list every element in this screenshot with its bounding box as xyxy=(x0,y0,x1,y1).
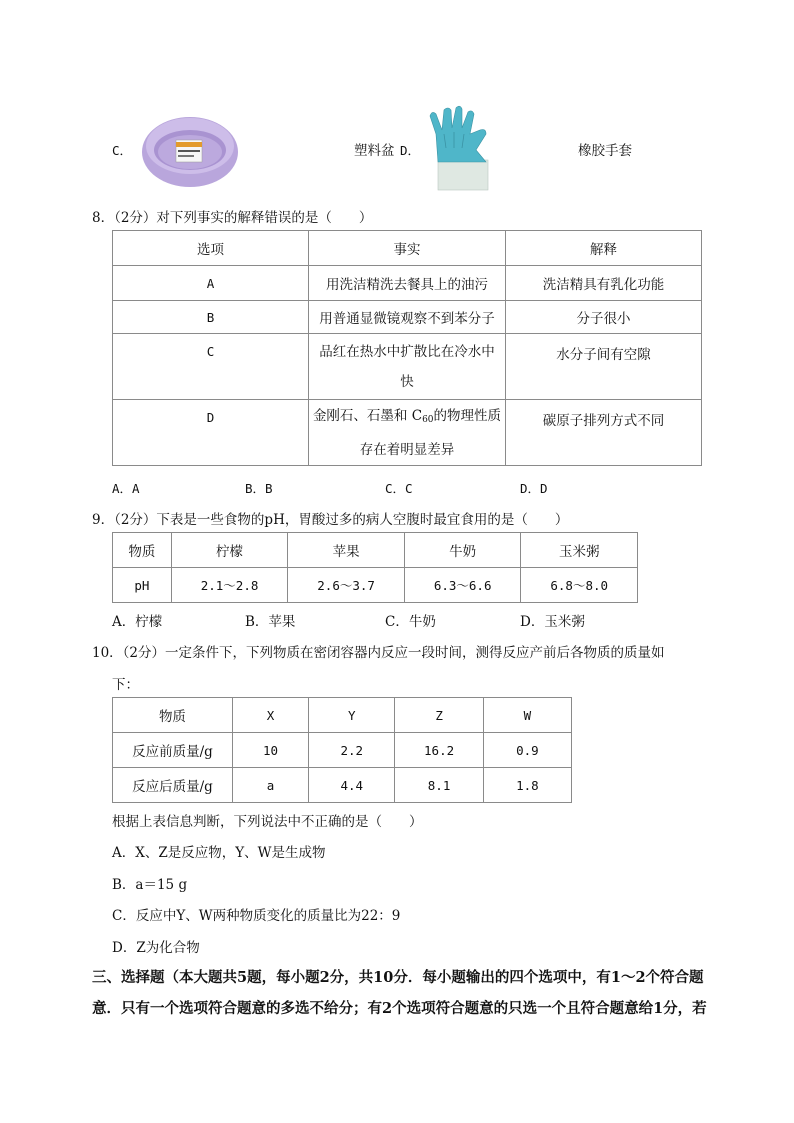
table-cell: 用洗洁精洗去餐具上的油污 xyxy=(308,266,505,301)
table-header: 解释 xyxy=(506,231,702,266)
table-cell: 1.8 xyxy=(483,768,571,803)
table-header-row xyxy=(113,533,638,568)
subscript: 60 xyxy=(422,414,434,425)
choice-a: A．A xyxy=(112,481,140,496)
table-cell xyxy=(308,400,505,466)
choice-d: D．Z为化合物 xyxy=(112,940,200,956)
option-d-label: D． xyxy=(400,143,421,158)
choice-c: C．C xyxy=(385,481,413,496)
table-cell: 8.1 xyxy=(395,768,483,803)
choice-c: C．反应中Y、W两种物质变化的质量比为22：9 xyxy=(112,908,401,924)
table-cell: 6.8～8.0 xyxy=(521,568,638,603)
fact-text: 金刚石、石墨和 C xyxy=(312,407,423,424)
choice-c: C．牛奶 xyxy=(385,614,436,630)
table-header: 牛奶 xyxy=(404,533,521,568)
table-row xyxy=(113,266,702,301)
q8-table xyxy=(112,230,702,466)
table-header-row xyxy=(113,698,572,733)
choice-d: D．D xyxy=(520,481,548,496)
table-cell: 2.1～2.8 xyxy=(171,568,288,603)
q10-table xyxy=(112,697,572,803)
table-cell: 洗洁精具有乳化功能 xyxy=(506,266,702,301)
choice-b: B．苹果 xyxy=(245,614,296,630)
table-cell: 6.3～6.6 xyxy=(404,568,521,603)
table-cell: 2.2 xyxy=(309,733,395,768)
fact-text: 的物理性质 xyxy=(433,407,502,424)
table-header: 物质 xyxy=(113,533,172,568)
table-header: 苹果 xyxy=(288,533,405,568)
choice-b: B．B xyxy=(245,481,273,496)
table-cell: 用普通显微镜观察不到苯分子 xyxy=(308,301,505,334)
option-d-name: 橡胶手套 xyxy=(578,143,632,159)
table-header: 柠檬 xyxy=(171,533,288,568)
choice-a: A．X、Z是反应物，Y、W是生成物 xyxy=(112,845,326,861)
table-header: 选项 xyxy=(113,231,309,266)
plastic-basin-image xyxy=(138,108,242,190)
table-header: Z xyxy=(395,698,483,733)
rubber-glove-image xyxy=(424,104,500,192)
table-cell: A xyxy=(113,266,309,301)
fact-line: 快 xyxy=(400,373,414,390)
table-row xyxy=(113,400,702,466)
table-row xyxy=(113,568,638,603)
table-cell: 反应前质量/g xyxy=(113,733,233,768)
table-header: 事实 xyxy=(308,231,505,266)
option-c-label: C． xyxy=(112,143,133,158)
choice-a: A．柠檬 xyxy=(112,614,163,630)
table-cell: 反应后质量/g xyxy=(113,768,233,803)
table-cell: 碳原子排列方式不同 xyxy=(506,400,702,466)
table-header: W xyxy=(483,698,571,733)
table-row xyxy=(113,334,702,400)
section-heading-line2: 意．只有一个选项符合题意的多选不给分；有2个选项符合题意的只选一个且符合题意给1分，若 xyxy=(92,1000,707,1017)
table-cell: 水分子间有空隙 xyxy=(506,334,702,400)
table-header-row xyxy=(113,231,702,266)
table-cell: 10 xyxy=(232,733,308,768)
table-cell: 16.2 xyxy=(395,733,483,768)
table-cell: 2.6～3.7 xyxy=(288,568,405,603)
option-c-name: 塑料盆 xyxy=(354,143,395,159)
q9-stem: 9．（2分）下表是一些食物的pH，胃酸过多的病人空腹时最宜食用的是（ ） xyxy=(92,512,569,528)
choice-b: B．a＝15 g xyxy=(112,877,188,893)
table-cell: C xyxy=(113,334,309,400)
table-row xyxy=(113,733,572,768)
table-cell: 0.9 xyxy=(483,733,571,768)
table-header: 物质 xyxy=(113,698,233,733)
q8-stem: 8．（2分）对下列事实的解释错误的是（ ） xyxy=(92,210,373,226)
table-cell: 4.4 xyxy=(309,768,395,803)
table-cell xyxy=(308,334,505,400)
table-header: X xyxy=(232,698,308,733)
table-row xyxy=(113,301,702,334)
fact-line xyxy=(309,401,505,435)
table-header: 玉米粥 xyxy=(521,533,638,568)
fact-line: 品红在热水中扩散比在冷水中 xyxy=(319,343,495,360)
table-header: Y xyxy=(309,698,395,733)
table-row xyxy=(113,768,572,803)
table-cell: pH xyxy=(113,568,172,603)
q10-stem-line1: 10．（2分）一定条件下，下列物质在密闭容器内反应一段时间，测得反应产前后各物质的质量如 xyxy=(92,645,665,661)
q10-stem-line2: 下： xyxy=(112,677,139,693)
table-cell: 分子很小 xyxy=(506,301,702,334)
section-heading-line1: 三、选择题（本大题共5题，每小题2分，共10分．每小题输出的四个选项中，有1～2个符合题 xyxy=(92,969,704,986)
table-cell: a xyxy=(232,768,308,803)
table-cell: B xyxy=(113,301,309,334)
table-cell: D xyxy=(113,400,309,466)
q10-question: 根据上表信息判断，下列说法中不正确的是（ ） xyxy=(112,814,423,830)
fact-line: 存在着明显差异 xyxy=(359,441,455,458)
q9-table xyxy=(112,532,638,603)
choice-d: D．玉米粥 xyxy=(520,614,585,630)
